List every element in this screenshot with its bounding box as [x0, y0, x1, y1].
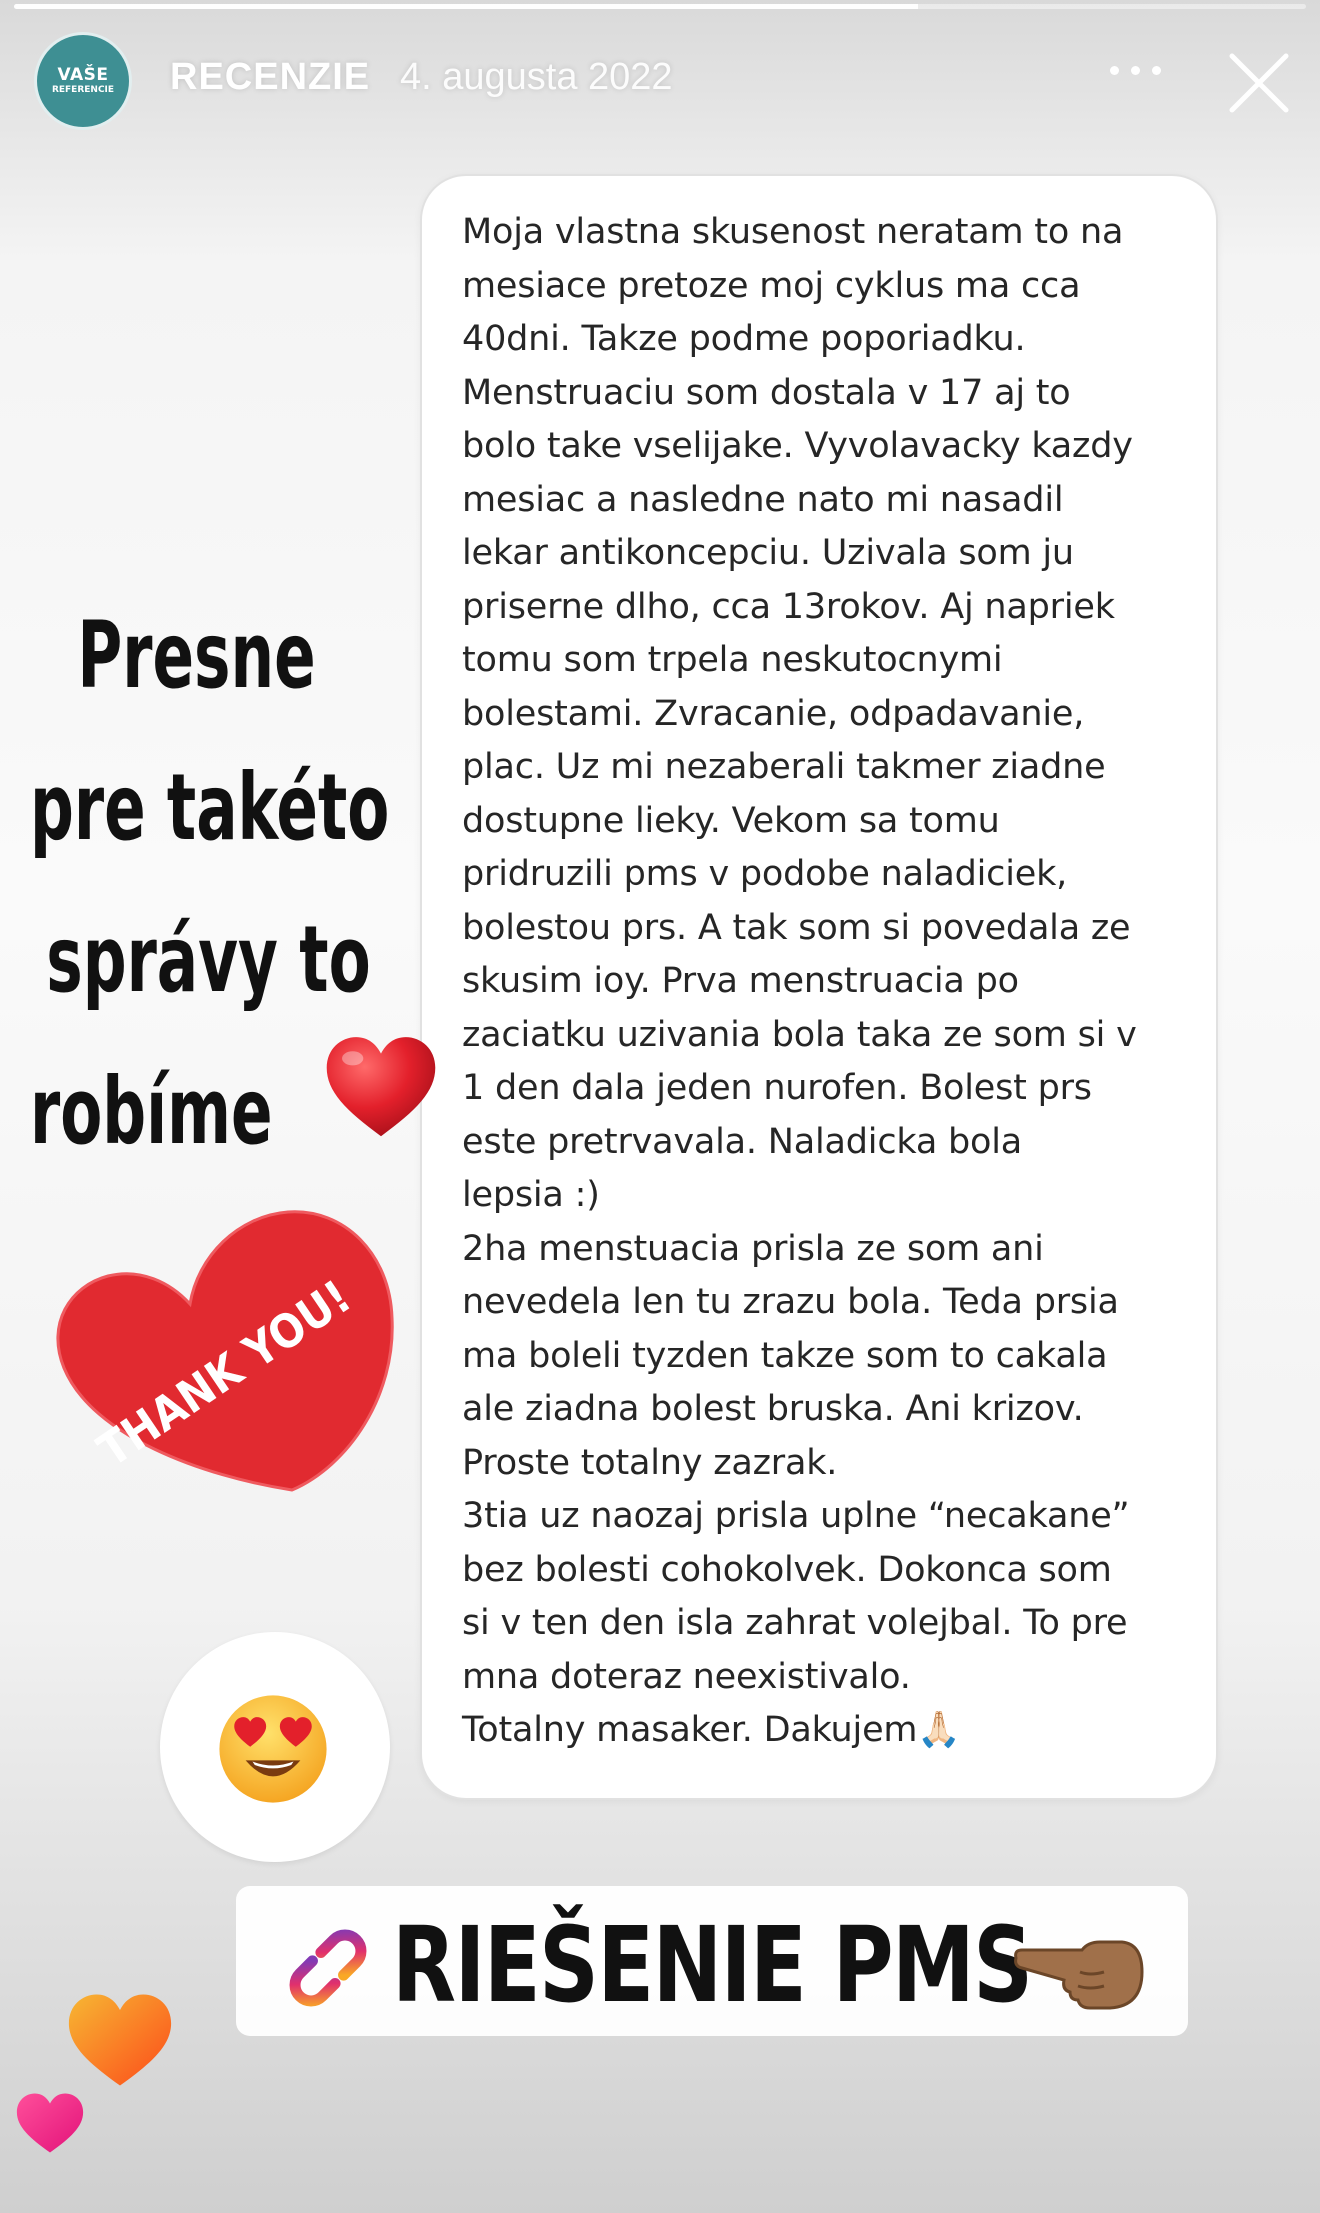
message-line: Totalny masaker. Dakujem🙏🏻	[462, 1710, 961, 1750]
link-sticker-label[interactable]: RIEŠENIE PMS	[392, 1904, 1032, 2026]
message-line: nevedela len tu zrazu bola. Teda prsia	[462, 1282, 1119, 1322]
pointing-left-hand-icon	[1010, 1928, 1146, 2018]
message-line: 2ha menstuacia prisla ze som ani	[462, 1228, 1044, 1269]
message-line: priserne dlho, cca 13rokov. Aj napriek	[462, 586, 1115, 627]
avatar[interactable]	[34, 32, 132, 130]
story-progress-fill	[14, 4, 918, 9]
red-heart-emoji-icon	[322, 1030, 440, 1148]
caption-line: správy to	[46, 906, 371, 1013]
like-heart-icon	[64, 1990, 176, 2090]
message-card	[420, 174, 1218, 1800]
message-line: 1 den dala jeden nurofen. Bolest prs	[462, 1068, 1092, 1108]
more-horizontal-icon	[1110, 66, 1119, 75]
message-line: mna doteraz neexistivalo.	[462, 1656, 911, 1697]
close-icon	[1226, 50, 1292, 116]
caption-line: Presne	[77, 602, 316, 709]
message-line: bolestou prs. A tak som si povedala ze	[462, 907, 1131, 948]
message-line: tomu som trpela neskutocnymi	[462, 640, 1003, 680]
message-line: Menstruaciu som dostala v 17 aj to	[462, 372, 1071, 413]
more-options-button[interactable]	[1108, 56, 1168, 86]
story-progress-bar	[14, 4, 1306, 9]
caption-line: pre takéto	[30, 754, 390, 861]
caption-line: robíme	[30, 1058, 273, 1165]
message-line: este pretrvavala. Naladicka bola	[462, 1121, 1022, 1162]
message-line: 3tia uz naozaj prisla uplne “necakane”	[462, 1496, 1130, 1536]
message-line: bolo take vselijake. Vyvolavacky kazdy	[462, 426, 1133, 466]
thank-you-text: THANK YOU!	[88, 1269, 361, 1478]
heart-eyes-emoji-icon	[216, 1692, 330, 1806]
link-icon	[278, 1918, 378, 2018]
story-date: 4. augusta 2022	[400, 56, 673, 98]
message-line: bolestami. Zvracanie, odpadavanie,	[462, 693, 1085, 734]
message-line: mesiace pretoze moj cyklus ma cca	[462, 265, 1081, 306]
message-line: zaciatku uzivania bola taka ze som si v	[462, 1014, 1137, 1055]
message-line: ale ziadna bolest bruska. Ani krizov.	[462, 1389, 1084, 1429]
thank-you-heart-sticker	[52, 1200, 408, 1500]
message-line: ma boleli tyzden takze som to cakala	[462, 1335, 1108, 1376]
message-line: lepsia :)	[462, 1175, 600, 1215]
message-text	[462, 206, 1202, 1758]
avatar-text-line2: REFERENCIE	[51, 85, 115, 95]
message-line: Moja vlastna skusenost neratam to na	[462, 212, 1124, 252]
close-button[interactable]	[1226, 50, 1292, 116]
more-horizontal-icon-dot	[1131, 66, 1140, 75]
message-line: 40dni. Takze podme poporiadku.	[462, 319, 1026, 359]
story-caption	[30, 580, 390, 1188]
message-line: lekar antikoncepciu. Uzivala som ju	[462, 533, 1074, 573]
message-line: pridruzili pms v podobe naladiciek,	[462, 854, 1068, 894]
more-horizontal-icon-dot	[1152, 66, 1161, 75]
username[interactable]: RECENZIE	[170, 56, 371, 98]
like-heart-small-icon	[14, 2090, 86, 2156]
message-line: Proste totalny zazrak.	[462, 1442, 838, 1483]
message-line: mesiac a nasledne nato mi nasadil	[462, 479, 1064, 520]
message-line: bez bolesti cohokolvek. Dokonca som	[462, 1549, 1112, 1590]
message-line: skusim ioy. Prva menstruacia po	[462, 961, 1019, 1001]
message-line: si v ten den isla zahrat volejbal. To pre	[462, 1603, 1128, 1643]
message-line: dostupne lieky. Vekom sa tomu	[462, 800, 1000, 841]
avatar-text-line1: VAŠE	[57, 65, 109, 85]
message-line: plac. Uz mi nezaberali takmer ziadne	[462, 747, 1106, 787]
